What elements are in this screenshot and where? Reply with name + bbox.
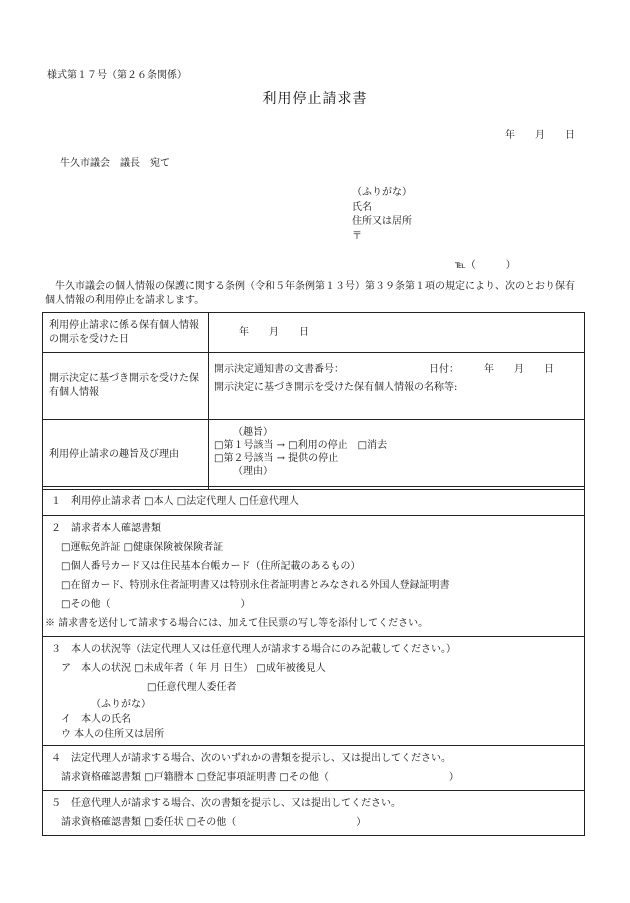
- table-row: [43, 487, 585, 516]
- table-row: [43, 516, 585, 637]
- section-2-title: ２ 請求者本人確認書類: [51, 523, 161, 534]
- section-4-legal-proxy: [43, 746, 585, 791]
- disclosure-date-field[interactable]: 年 月 日: [209, 313, 585, 353]
- requester-info-table: [42, 486, 585, 836]
- section-5-title: ５ 任意代理人が請求する場合、次の書類を提示し、又は提出してください。: [51, 798, 401, 809]
- section-4-title: ４ 法定代理人が請求する場合、次のいずれかの書類を提示し、又は提出してください。: [51, 753, 451, 764]
- person-status-options[interactable]: ア 本人の状況 □未成年者（ 年 月 日生） □成年被後見人: [61, 663, 326, 674]
- person-address-label: ウ 本人の住所又は居所: [61, 729, 165, 740]
- purpose-option-2[interactable]: □第２号該当 → 提供の停止: [214, 453, 339, 464]
- requester-postal-label: 〒: [352, 230, 362, 242]
- requester-address-label: 住所又は居所: [352, 216, 412, 227]
- purpose-reason-label: 利用停止請求の趣旨及び理由: [43, 420, 209, 490]
- table-row: [43, 791, 585, 836]
- info-name-label: 開示決定に基づき開示を受けた保有個人情報の名称等:: [214, 382, 458, 393]
- requester-furigana: （ふりがな）: [352, 187, 412, 198]
- doc-number-label: 開示決定通知書の文書番号：: [214, 364, 344, 375]
- table-row: [43, 353, 585, 420]
- section-3-person-status: [43, 637, 585, 746]
- id-doc-option-4[interactable]: □その他（ ）: [61, 599, 251, 610]
- date-line: 年 月 日: [505, 130, 575, 141]
- table-row: [43, 637, 585, 746]
- id-doc-option-2[interactable]: □個人番号カード又は住民基本台帳カード（住所記載のあるもの）: [61, 561, 361, 572]
- disclosed-info-field[interactable]: [209, 353, 585, 420]
- intro-text: 牛久市議会の個人情報の保護に関する条例（令和５年条例第１３号）第３９条第１項の規定により、次のとおり保有個人情報の利用停止を請求します。: [45, 281, 575, 306]
- section-3-title: ３ 本人の状況等（法定代理人又は任意代理人が請求する場合にのみ記載してください。）: [51, 644, 456, 655]
- table-row: [43, 746, 585, 791]
- table-row: [43, 420, 585, 490]
- section-5-voluntary-proxy: [43, 791, 585, 836]
- section-1-requester-type[interactable]: １ 利用停止請求者 □本人 □法定代理人 □任意代理人: [43, 487, 585, 516]
- person-status-option-proxy[interactable]: □任意代理人委任者: [147, 682, 237, 693]
- reason-caption: （理由）: [233, 466, 273, 477]
- addressee: 牛久市議会 議長 宛て: [60, 158, 170, 169]
- section-2-id-documents: [43, 516, 585, 637]
- person-furigana-label: （ふりがな）: [91, 699, 151, 710]
- purpose-reason-field[interactable]: [209, 420, 585, 490]
- disclosure-date-label: 利用停止請求に係る保有個人情報の開示を受けた日: [43, 313, 209, 353]
- requester-name-label: 氏名: [352, 201, 372, 213]
- purpose-caption: （趣旨）: [233, 427, 273, 438]
- purpose-option-1[interactable]: □第１号該当 → □利用の停止 □消去: [214, 440, 388, 451]
- person-name-label: イ 本人の氏名: [61, 714, 131, 725]
- requester-block: [352, 186, 412, 244]
- form-number: 様式第１７号（第２６条関係）: [47, 70, 187, 81]
- request-detail-table: [42, 312, 585, 490]
- page-title: 利用停止請求書: [262, 91, 368, 107]
- voluntary-proxy-doc-options[interactable]: 請求資格確認書類 □委任状 □その他（ ）: [61, 817, 367, 828]
- disclosed-info-label: 開示決定に基づき開示を受けた保有個人情報: [43, 353, 209, 420]
- legal-proxy-doc-options[interactable]: 請求資格確認書類 □戸籍謄本 □登記事項証明書 □その他（ ）: [61, 772, 459, 783]
- requester-tel-label: ℡（ ）: [455, 260, 516, 271]
- section-2-note: ※ 請求書を送付して請求する場合には、加えて住民票の写し等を添付してください。: [45, 618, 429, 629]
- table-row: [43, 313, 585, 353]
- doc-date-label: 日付： 年 月 日: [429, 364, 554, 375]
- id-doc-option-3[interactable]: □在留カード、特別永住者証明書又は特別永住者証明書とみなされる外国人登録証明書: [61, 580, 450, 591]
- id-doc-option-1[interactable]: □運転免許証 □健康保険被保険者証: [61, 542, 224, 553]
